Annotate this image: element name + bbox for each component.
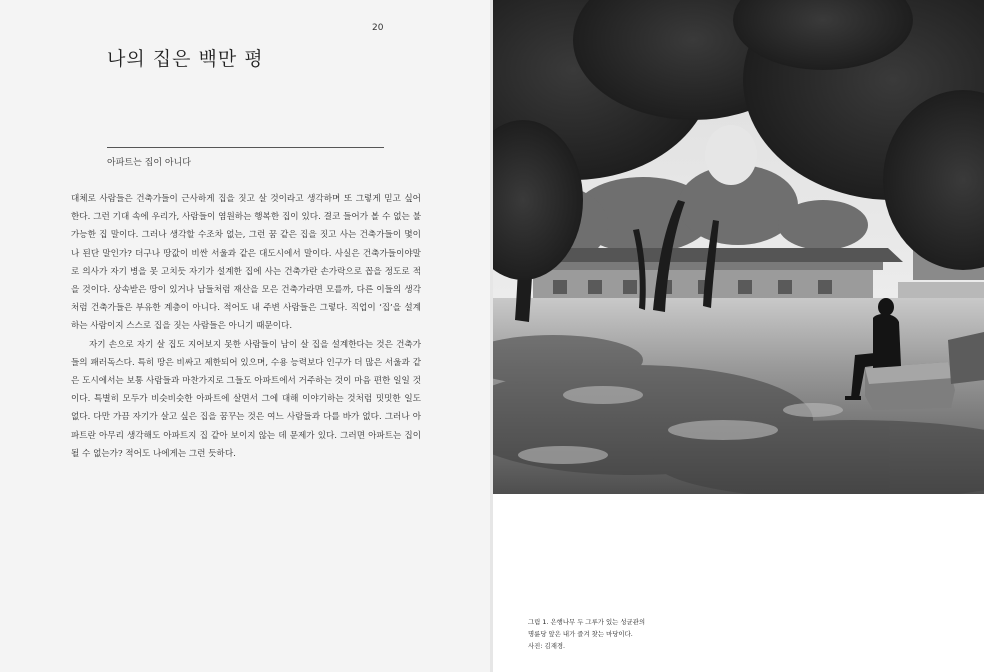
left-page	[0, 0, 490, 672]
body-text	[71, 190, 421, 463]
photo-caption	[528, 616, 728, 652]
title-divider	[107, 147, 384, 148]
paragraph-2: 자기 손으로 자기 살 집도 지어보지 못한 사람들이 남이 살 집을 설계한다는 것은 건축가들의 패러독스다. 특히 땅은 비싸고 제한되어 있으며, 수용 능력보다 인구가 더 많은 서울과 같은 도시에서는 보통 사람들과 마찬가지로 그들도 아파트에서 거주하는 것이 마음 편한 일일 것이다. 특별히 모두가 비슷비슷한 아파트에 살면서 그에 대해 이야기하는 것처럼 밋밋한 일도 없다. 다만 가끔 자기가 살고 싶은 집을 꿈꾸는 것은 여느 사람들과 다를 바가 없다. 그러나 아파트란 아무리 생각해도 아파트지 집 같아 보이지 않는 데 문제가 있다. 그러면 아파트는 집이 될 수 없는가? 적어도 나에게는 그런 듯하다.	[71, 339, 421, 459]
caption-line-2: 명륜당 앞은 내가 즐겨 찾는 마당이다.	[528, 630, 633, 638]
sky-gap	[705, 125, 757, 185]
page-number: 20	[372, 23, 384, 33]
section-title: 아파트는 집이 아니다	[107, 158, 191, 168]
caption-line-3: 사진: 김재경.	[528, 642, 566, 650]
caption-line-1: 그림 1. 은행나무 두 그루가 있는 성균관의	[528, 618, 646, 626]
chapter-title: 나의 집은 백만 평	[107, 48, 264, 70]
courtyard-photo	[493, 0, 984, 494]
paragraph-1: 대체로 사람들은 건축가들이 근사하게 집을 짓고 살 것이라고 생각하며 또 그렇게 믿고 싶어 한다. 그런 기대 속에 우리가, 사람들이 염원하는 행복한 집이 있다. 결코 들어가 볼 수 없는 불가능한 집 말이다. 그러나 생각할 수조차 없는, 그런 꿈 같은 집을 짓고 사는 건축가들이 몇이나 된단 말인가? 더구나 땅값이 비싼 서울과 같은 대도시에서 말이다. 사실은 건축가들이야말로 의사가 자기 병을 못 고치듯 자기가 설계한 집에 사는 건축가란 손가락으로 꼽을 정도로 적을 것이다. 상속받은 땅이 있거나 남들처럼 재산을 모은 건축가라면 모를까, 다른 이들의 생각처럼 건축가들은 부유한 계층이 아니다. 적어도 내 주변 사람들은 그렇다. 직업이 ‘집’을 설계하는 사람이지 스스로 집을 짓는 사람들은 아니기 때문이다.	[71, 194, 421, 332]
